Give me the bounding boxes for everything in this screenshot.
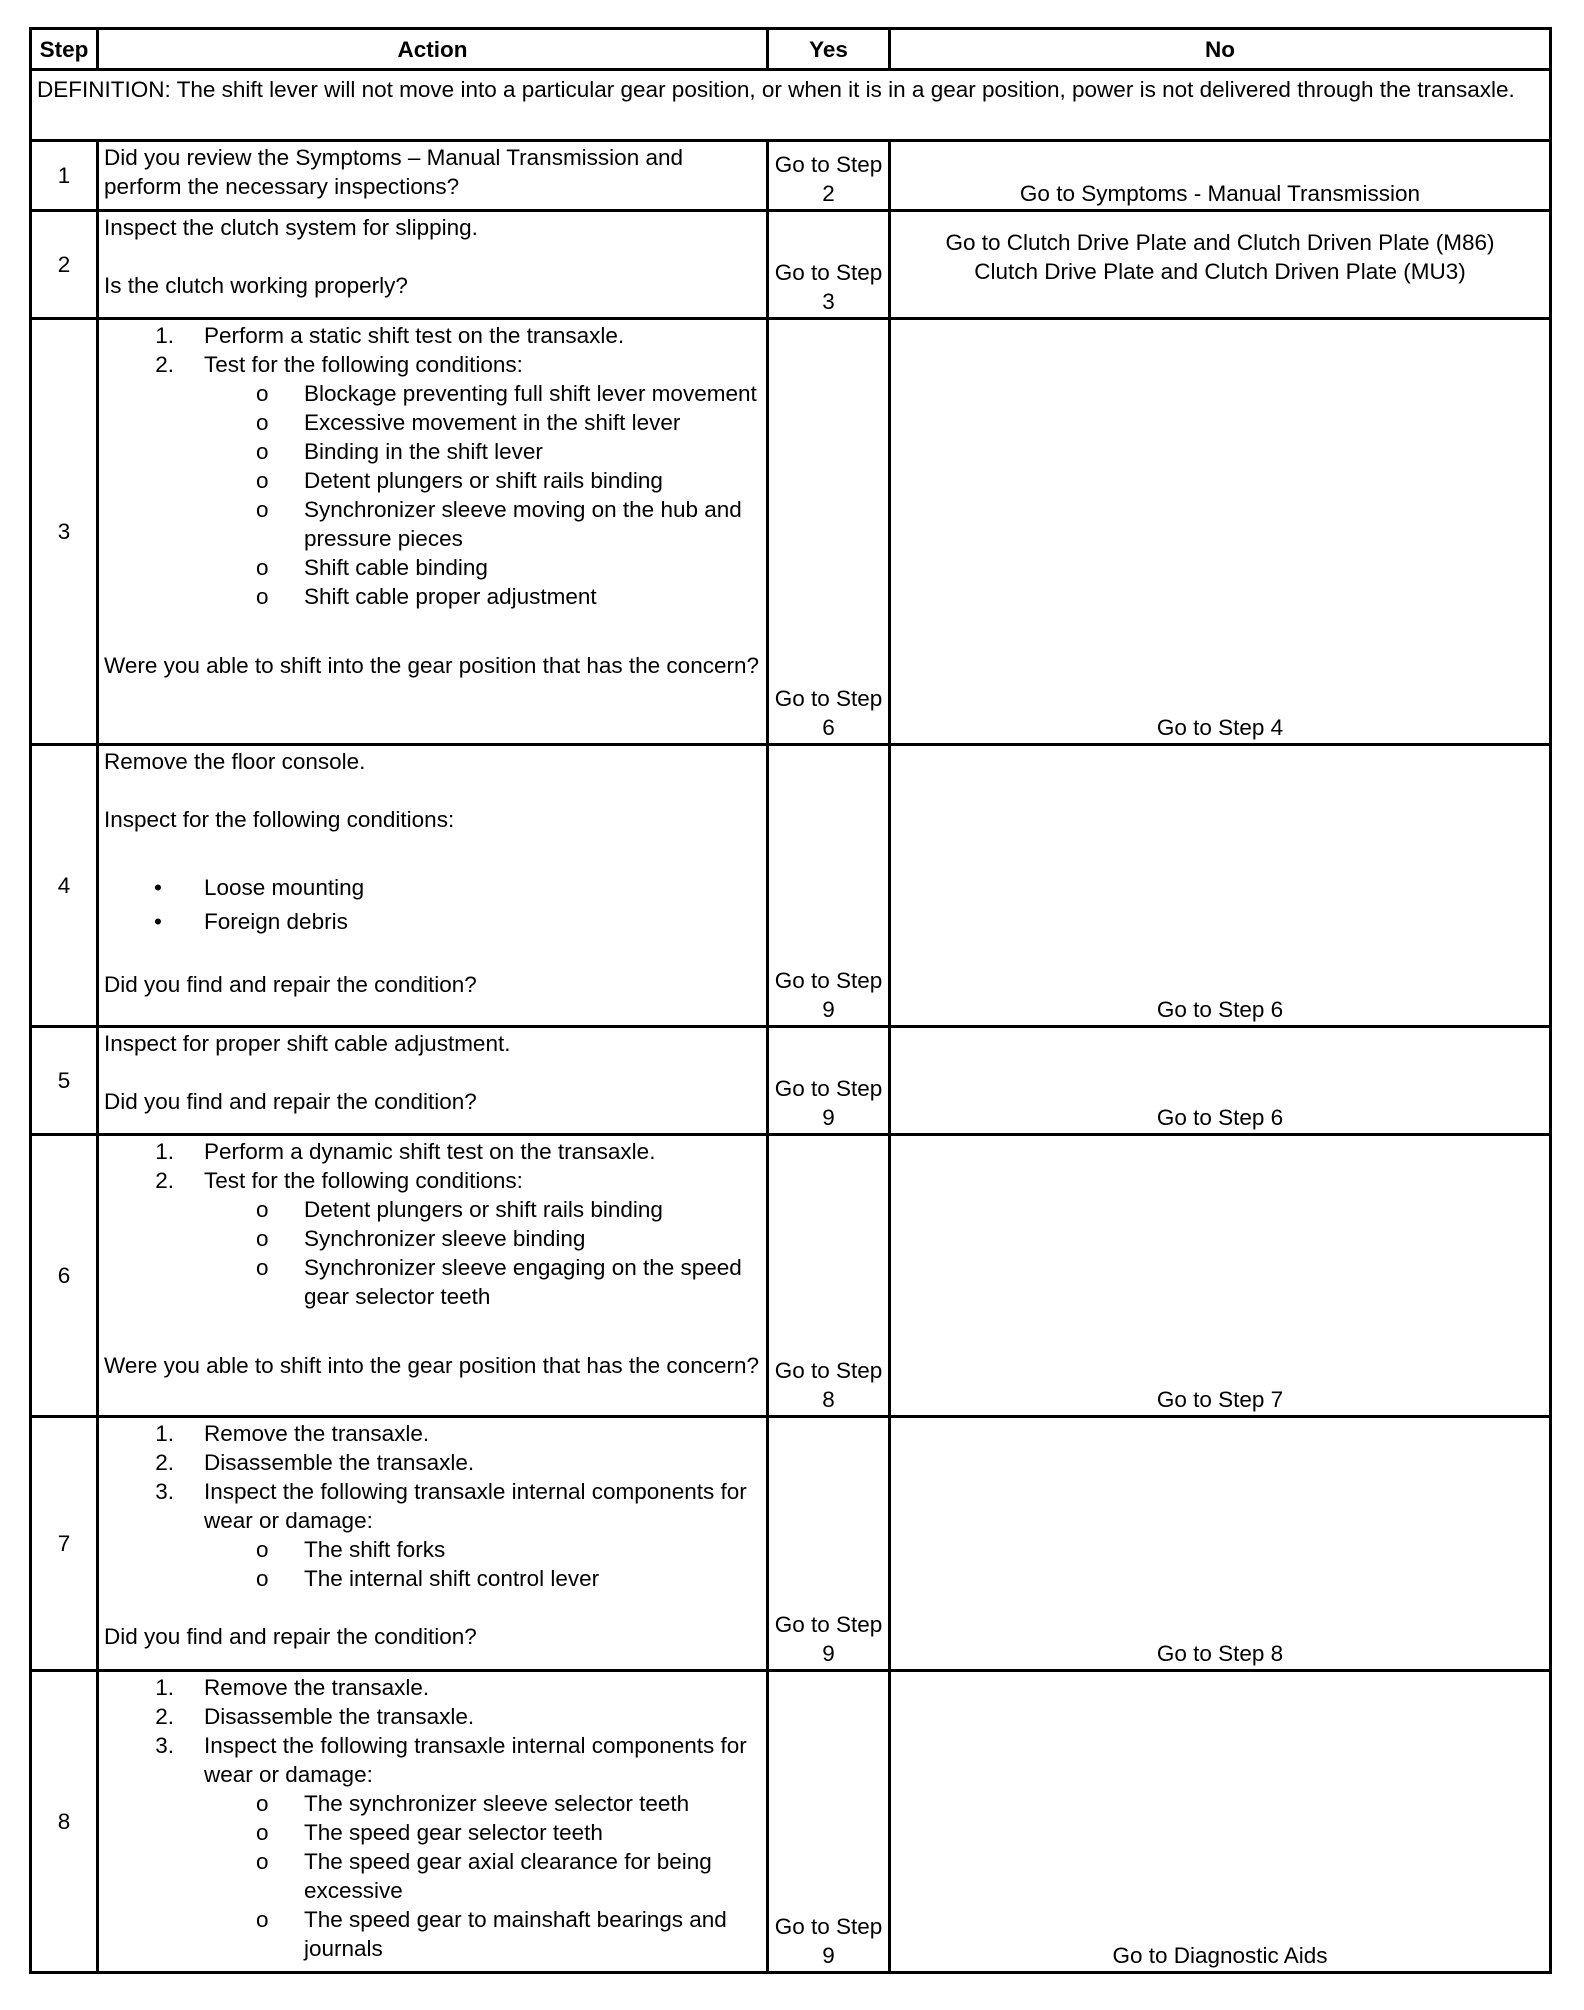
- step-number: 8: [31, 1671, 98, 1973]
- action-cell: [98, 211, 768, 319]
- list-item: 2. Disassemble the transaxle.: [155, 1450, 475, 1475]
- yes-cell: Go to Step 3: [768, 211, 890, 319]
- step-number: 5: [31, 1027, 98, 1135]
- action-question: Is the clutch working properly?: [104, 273, 408, 298]
- numbered-list: [104, 1673, 761, 1789]
- action-cell: [98, 745, 768, 1027]
- list-item: o The speed gear selector teeth: [256, 1820, 603, 1845]
- list-item: o Blockage preventing full shift lever movement: [256, 381, 757, 406]
- no-cell: Go to Step 8: [890, 1417, 1551, 1671]
- no-cell: Go to Step 4: [890, 319, 1551, 745]
- action-question: Were you able to shift into the gear position that has the concern?: [104, 653, 759, 678]
- list-item: 3. Inspect the following transaxle internal components for wear or damage:: [155, 1479, 747, 1533]
- table-row: [31, 1027, 1551, 1135]
- action-cell: [98, 319, 768, 745]
- list-item: 1. Perform a static shift test on the transaxle.: [155, 323, 625, 348]
- yes-cell: Go to Step 2: [768, 141, 890, 211]
- no-cell: Go to Symptoms - Manual Transmission: [890, 141, 1551, 211]
- header-step: Step: [31, 29, 98, 70]
- action-instruction: Inspect the clutch system for slipping.: [104, 215, 478, 240]
- diagnostic-table: [29, 27, 1552, 1974]
- header-action: Action: [98, 29, 768, 70]
- yes-cell: Go to Step 8: [768, 1135, 890, 1417]
- step-number: 7: [31, 1417, 98, 1671]
- sub-list: [104, 1195, 761, 1311]
- list-item: 2. Disassemble the transaxle.: [155, 1704, 475, 1729]
- action-question: Did you find and repair the condition?: [104, 1089, 477, 1114]
- list-item: o Detent plungers or shift rails binding: [256, 1197, 663, 1222]
- no-cell: Go to Step 7: [890, 1135, 1551, 1417]
- action-cell: [98, 1671, 768, 1973]
- no-cell: [890, 211, 1551, 319]
- action-instruction: Inspect for the following conditions:: [104, 807, 455, 832]
- yes-cell: Go to Step 9: [768, 745, 890, 1027]
- list-item: 2. Test for the following conditions:: [155, 352, 523, 377]
- step-number: 2: [31, 211, 98, 319]
- no-line: Go to Clutch Drive Plate and Clutch Driven Plate (M86): [945, 230, 1495, 255]
- action-cell: [98, 1135, 768, 1417]
- list-item: o Synchronizer sleeve moving on the hub and pressure pieces: [256, 497, 742, 551]
- table-row: [31, 319, 1551, 745]
- table-row: [31, 1417, 1551, 1671]
- table-row: [31, 745, 1551, 1027]
- action-question: Did you find and repair the condition?: [104, 1624, 477, 1649]
- list-item: 1. Remove the transaxle.: [155, 1675, 430, 1700]
- action-instruction: Remove the floor console.: [104, 749, 366, 774]
- list-item: o Synchronizer sleeve engaging on the speed gear selector teeth: [256, 1255, 742, 1309]
- list-item: o The internal shift control lever: [256, 1566, 600, 1591]
- list-item: 2. Test for the following conditions:: [155, 1168, 523, 1193]
- header-row: [31, 29, 1551, 70]
- list-item: o Excessive movement in the shift lever: [256, 410, 681, 435]
- action-question: Were you able to shift into the gear position that has the concern?: [104, 1353, 759, 1378]
- step-number: 3: [31, 319, 98, 745]
- no-line: Clutch Drive Plate and Clutch Driven Plate (MU3): [974, 259, 1466, 284]
- no-cell: Go to Step 6: [890, 745, 1551, 1027]
- numbered-list: [104, 321, 761, 379]
- yes-cell: Go to Step 9: [768, 1417, 890, 1671]
- no-cell: Go to Diagnostic Aids: [890, 1671, 1551, 1973]
- yes-cell: Go to Step 6: [768, 319, 890, 745]
- list-item: o The speed gear to mainshaft bearings and journals: [256, 1907, 727, 1961]
- step-number: 4: [31, 745, 98, 1027]
- header-yes: Yes: [768, 29, 890, 70]
- list-item: o Detent plungers or shift rails binding: [256, 468, 663, 493]
- step-number: 1: [31, 141, 98, 211]
- yes-cell: Go to Step 9: [768, 1027, 890, 1135]
- table-row: [31, 1135, 1551, 1417]
- numbered-list: [104, 1419, 761, 1535]
- list-item: o The shift forks: [256, 1537, 446, 1562]
- step-number: 6: [31, 1135, 98, 1417]
- no-cell: Go to Step 6: [890, 1027, 1551, 1135]
- table-row: [31, 141, 1551, 211]
- table-row: [31, 1671, 1551, 1973]
- yes-cell: Go to Step 9: [768, 1671, 890, 1973]
- action-question: Did you find and repair the condition?: [104, 972, 477, 997]
- table-row: [31, 211, 1551, 319]
- list-item: o The synchronizer sleeve selector teeth: [256, 1791, 690, 1816]
- list-item: o The speed gear axial clearance for being excessive: [256, 1849, 712, 1903]
- list-item: o Synchronizer sleeve binding: [256, 1226, 586, 1251]
- list-item: o Shift cable proper adjustment: [256, 584, 597, 609]
- list-item: • Loose mounting: [154, 875, 365, 900]
- action-cell: [98, 1027, 768, 1135]
- definition-row: [31, 70, 1551, 141]
- list-item: • Foreign debris: [154, 909, 348, 934]
- list-item: 1. Perform a dynamic shift test on the transaxle.: [155, 1139, 656, 1164]
- sub-list: [104, 379, 761, 611]
- header-no: No: [890, 29, 1551, 70]
- action-cell: [98, 141, 768, 211]
- bullet-list: [104, 873, 761, 936]
- list-item: 1. Remove the transaxle.: [155, 1421, 430, 1446]
- action-instruction: Inspect for proper shift cable adjustment.: [104, 1031, 511, 1056]
- sub-list: [104, 1535, 761, 1593]
- action-cell: [98, 1417, 768, 1671]
- list-item: o Binding in the shift lever: [256, 439, 543, 464]
- list-item: 3. Inspect the following transaxle internal components for wear or damage:: [155, 1733, 747, 1787]
- definition-text: DEFINITION: The shift lever will not move into a particular gear position, or when it is in a gear position, power is not delivered through the transaxle.: [31, 70, 1551, 141]
- numbered-list: [104, 1137, 761, 1195]
- sub-list: [104, 1789, 761, 1963]
- action-question: Did you review the Symptoms – Manual Transmission and perform the necessary inspections?: [104, 145, 684, 199]
- list-item: o Shift cable binding: [256, 555, 488, 580]
